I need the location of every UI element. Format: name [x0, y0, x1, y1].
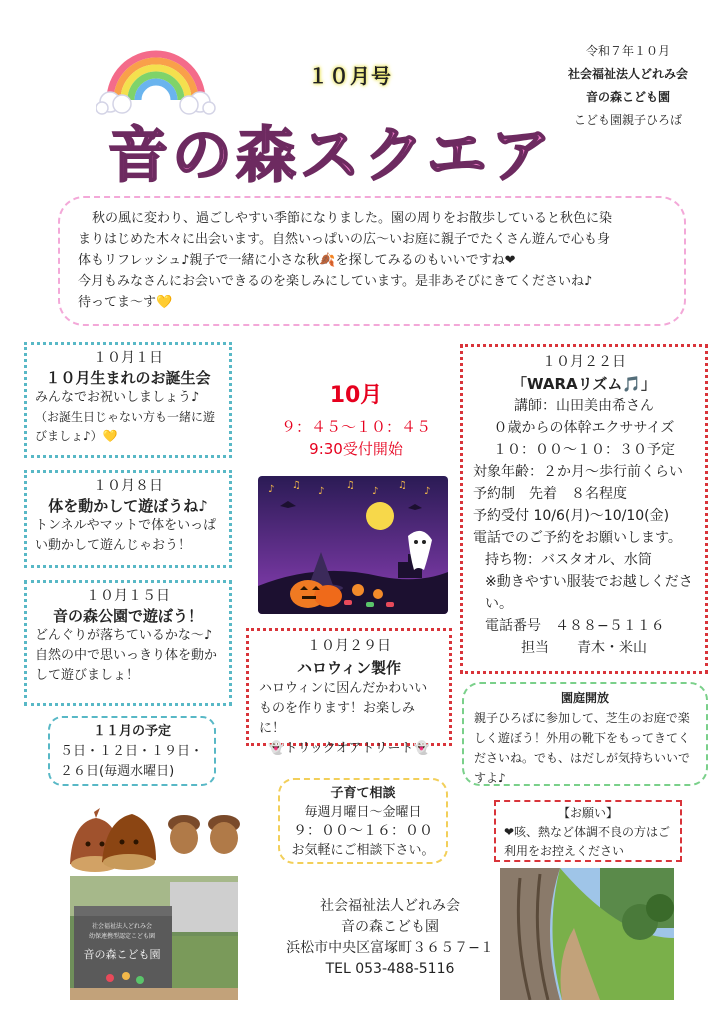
svg-text:♫: ♫: [398, 480, 407, 491]
request-title: 【お願い】: [557, 806, 618, 820]
sign-name: 音の森こども園: [83, 948, 161, 961]
event-body: トンネルやマットで体をいっぱい動かして遊んじゃおう！: [35, 518, 217, 553]
event-oct8: [24, 470, 232, 568]
svg-text:♪: ♪: [424, 486, 431, 497]
november-dates-2: ２６日(毎週水曜日): [60, 764, 175, 779]
event-oct1: [24, 342, 232, 458]
event-line: 担当 青木・米山: [521, 640, 647, 656]
intro-line: まりはじめた木々に出会います。自然いっぱいの広〜いお庭に親子でたくさん遊んで心も身: [78, 232, 610, 247]
reception-time: 9:30受付開始: [309, 440, 403, 458]
november-dates: ５日・１２日・１９日・: [60, 744, 204, 759]
event-line: 電話でのご予約をお願いします。: [473, 530, 682, 546]
building-photo: [500, 868, 674, 1000]
event-line: 予約受付 10/6(月)〜10/10(金): [473, 508, 670, 524]
footer-contact: [280, 896, 500, 980]
event-footer: 👻トリックオアトリート👻: [268, 741, 430, 756]
intro-line: 待ってま〜す💛: [78, 295, 173, 310]
intro-line: 今月もみなさんにお会いできるのを楽しみにしています。是非あそびにきてくださいね♪: [78, 274, 593, 289]
event-date: １０月１日: [93, 350, 163, 366]
svg-text:♪: ♪: [372, 486, 379, 497]
center-month: 10月: [329, 383, 383, 408]
event-oct15: [24, 580, 232, 706]
consult-title: 子育て相談: [330, 786, 396, 801]
event-date: １０月２９日: [307, 638, 391, 654]
november-schedule: [48, 716, 216, 786]
school-sign-photo: [70, 876, 238, 1000]
session-time: ９：４５〜１０：４５: [280, 418, 431, 436]
event-date: １０月２２日: [542, 354, 626, 370]
issue-label: １０月号: [308, 64, 392, 88]
header-school: 音の森こども園: [585, 90, 670, 104]
event-line: 持ち物：バスタオル、水筒: [485, 552, 652, 568]
consult-days: 毎週月曜日〜金曜日: [304, 805, 422, 820]
svg-text:♫: ♫: [292, 480, 301, 491]
sign-line-1: 社会福祉法人どれみ会: [91, 923, 153, 930]
svg-text:♪: ♪: [318, 486, 325, 497]
page-title: 音の森スクエア: [108, 121, 555, 191]
event-line: ０歳からの体幹エクササイズ: [493, 420, 675, 436]
event-date: １０月１５日: [86, 588, 170, 604]
consult-note: お気軽にご相談下さい。: [291, 843, 435, 858]
chestnut-acorn-illustration: [62, 800, 252, 876]
header-org-block: [548, 40, 708, 132]
event-line: １０：００〜１０：３０予定: [493, 442, 675, 458]
request-body: ❤咳、熱など体調不良の方はご利用をお控えください: [504, 825, 671, 858]
rainbow-illustration: [96, 38, 216, 116]
event-oct29: [246, 628, 452, 756]
garden-body: 親子ひろばに参加して、芝生のお庭で楽しく遊ぼう！外用の靴下をもってきてくださいね。でも、はだしが気持ちいいですよ♪: [474, 711, 691, 785]
event-body: みんなでお祝いしましょう♪: [35, 390, 200, 405]
event-title: 体を動かして遊ぼうね♪: [48, 497, 208, 515]
event-date: １０月８日: [93, 478, 163, 494]
footer-school: 音の森こども園: [341, 919, 439, 935]
event-oct22: [460, 344, 708, 674]
intro-line: 秋の風に変わり、過ごしやすい季節になりました。園の周りをお散歩していると秋色に染: [92, 211, 613, 226]
event-body: ハロウィンに因んだかわいいものを作ります！お楽しみに！: [259, 681, 428, 736]
event-title: １０月生まれのお誕生会: [45, 369, 211, 387]
garden-open: [462, 682, 708, 786]
event-line: 講師：山田美由希さん: [514, 398, 654, 414]
halloween-illustration: [258, 476, 448, 614]
event-body-note: （お誕生日じゃない方も一緒に遊びましょ♪）💛: [35, 410, 216, 443]
svg-text:♫: ♫: [346, 480, 355, 491]
event-line: 予約制 先着 ８名程度: [473, 486, 627, 502]
footer-address: 浜松市中央区富塚町３６５７−１: [286, 940, 494, 956]
event-body: どんぐりが落ちているかな〜♪自然の中で思いっきり体を動かして遊びましょ！: [35, 628, 218, 683]
event-title: 音の森公園で遊ぼう！: [52, 607, 203, 625]
event-title: ハロウィン製作: [296, 659, 402, 677]
request-notice: [494, 800, 682, 862]
event-line: ※動きやすい服装でお越しください。: [485, 574, 693, 612]
event-line: 対象年齢：２か月〜歩行前くらい: [473, 464, 683, 480]
footer-org: 社会福祉法人どれみ会: [320, 898, 460, 914]
event-line: 電話番号 ４８８−５１１６: [485, 618, 665, 634]
event-title: 「WARAリズム🎵」: [511, 375, 657, 393]
consult-time: ９：００〜１６：００: [293, 823, 433, 839]
header-date: 令和７年１０月: [585, 44, 670, 58]
center-time-block: [256, 416, 456, 460]
intro-message: [58, 196, 686, 326]
sign-line-2: 幼保連携型認定こども園: [88, 933, 156, 940]
november-title: １１月の予定: [92, 724, 171, 739]
intro-line: 体もリフレッシュ♪親子で一緒に小さな秋🍂を探してみるのもいいですね❤: [78, 253, 516, 268]
svg-text:♪: ♪: [268, 484, 275, 495]
parenting-consultation: [278, 778, 448, 864]
footer-tel: TEL 053-488-5116: [325, 961, 455, 977]
header-org: 社会福祉法人どれみ会: [567, 67, 688, 81]
garden-title: 園庭開放: [560, 691, 609, 705]
header-plaza: こども園親子ひろば: [573, 113, 682, 127]
